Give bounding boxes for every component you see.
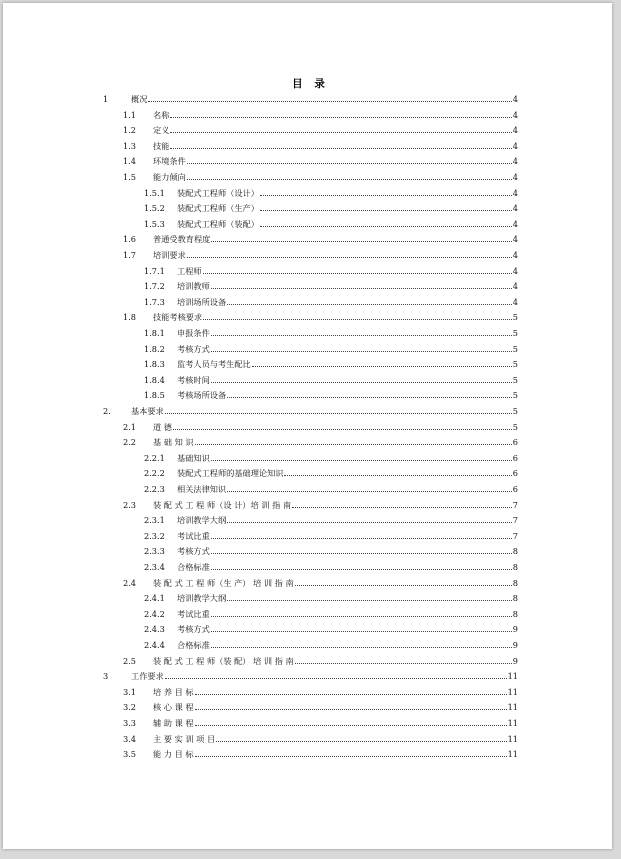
toc-dot-leader: [211, 553, 512, 554]
toc-entry[interactable]: [123, 731, 518, 745]
toc-entry[interactable]: [144, 294, 518, 308]
toc-entry-number: 1.7.3: [144, 296, 165, 307]
toc-entry-title: 概况: [131, 94, 148, 104]
toc-dot-leader: [187, 257, 512, 258]
toc-dot-leader: [211, 351, 512, 352]
toc-dot-leader: [195, 444, 512, 445]
toc-entry-title: 考核方式: [177, 624, 210, 635]
toc-entry-page: 4: [512, 109, 518, 120]
toc-entry[interactable]: [144, 263, 518, 277]
toc-entry[interactable]: [123, 419, 518, 433]
toc-entry-page: 4: [512, 187, 518, 198]
toc-dot-leader: [211, 616, 512, 617]
table-of-contents: [3, 3, 612, 849]
toc-entry-page: 5: [512, 312, 518, 323]
toc-entry-page: 4: [512, 140, 518, 151]
toc-entry[interactable]: [123, 684, 518, 698]
toc-entry[interactable]: [103, 403, 518, 417]
toc-entry-number: 2.: [103, 406, 111, 416]
toc-dot-leader: [227, 600, 512, 601]
toc-entry[interactable]: [144, 637, 518, 651]
toc-entry-page: 8: [512, 562, 518, 572]
toc-entry-page: 4: [512, 125, 518, 136]
toc-entry-page: 4: [512, 250, 518, 260]
toc-dot-leader: [227, 491, 512, 492]
toc-entry-number: 2.4.2: [144, 608, 165, 619]
toc-dot-leader: [211, 335, 512, 336]
toc-entry-number: 1.5.3: [144, 218, 165, 229]
toc-entry[interactable]: [144, 216, 518, 230]
toc-entry-title: 培训要求: [153, 250, 186, 260]
toc-entry-title: 装 配 式 工 程 师（生 产） 培 训 指 南: [153, 577, 294, 588]
toc-entry[interactable]: [123, 153, 518, 167]
toc-entry-page: 4: [512, 296, 518, 307]
toc-entry-page: 5: [512, 406, 518, 416]
toc-entry[interactable]: [144, 372, 518, 386]
toc-entry-number: 1.5.1: [144, 187, 165, 198]
toc-entry[interactable]: [144, 465, 518, 479]
toc-entry[interactable]: [144, 543, 518, 557]
toc-entry-title: 监考人员与考生配比: [177, 359, 251, 370]
toc-entry-title: 考试比重: [177, 530, 210, 541]
toc-dot-leader: [227, 522, 512, 523]
toc-entry-page: 6: [512, 468, 518, 479]
toc-entry-number: 2.2.2: [144, 468, 165, 479]
toc-entry-title: 培训教学大纲: [177, 593, 227, 604]
toc-entry-number: 1.8.2: [144, 343, 165, 354]
toc-dot-leader: [211, 569, 512, 570]
toc-entry-number: 2.4.3: [144, 624, 165, 635]
toc-entry-number: 3.3: [123, 718, 137, 728]
toc-entry-page: 8: [512, 608, 518, 619]
toc-dot-leader: [203, 319, 512, 320]
toc-dot-leader: [260, 226, 512, 227]
toc-dot-leader: [260, 210, 512, 211]
toc-entry[interactable]: [123, 247, 518, 261]
toc-entry-title: 培训教师: [177, 281, 210, 292]
toc-entry-title: 主 要 实 训 项 目: [153, 733, 216, 744]
toc-title: 目 录: [292, 78, 329, 90]
toc-entry-page: 9: [512, 655, 518, 666]
toc-entry-number: 2.3: [123, 499, 137, 510]
toc-dot-leader: [195, 709, 507, 710]
toc-entry-number: 1.7: [123, 250, 137, 260]
toc-entry[interactable]: [144, 325, 518, 339]
toc-entry-page: 11: [507, 749, 518, 760]
toc-entry[interactable]: [144, 528, 518, 542]
toc-entry-title: 装配式工程师（生产）: [177, 203, 259, 214]
document-page: [3, 3, 612, 849]
toc-entry-number: 3.2: [123, 702, 137, 713]
toc-dot-leader: [170, 132, 511, 133]
toc-entry-number: 3.1: [123, 686, 137, 697]
toc-entry-title: 装 配 式 工 程 师（设 计）培 训 指 南: [153, 499, 292, 510]
toc-entry-title: 合格标准: [177, 562, 210, 572]
toc-dot-leader: [211, 382, 512, 383]
toc-entry-number: 1.7.2: [144, 281, 165, 292]
toc-entry-number: 2.3.1: [144, 515, 165, 526]
toc-entry-page: 4: [512, 203, 518, 214]
toc-entry-number: 2.4.4: [144, 640, 165, 650]
toc-entry[interactable]: [123, 497, 518, 511]
toc-dot-leader: [211, 538, 512, 539]
toc-entry-number: 1.4: [123, 156, 137, 167]
toc-entry-number: 2.3.3: [144, 546, 165, 557]
toc-entry-page: 11: [507, 702, 518, 713]
toc-entry-page: 5: [512, 390, 518, 401]
toc-entry-title: 考核方式: [177, 546, 210, 557]
toc-dot-leader: [195, 756, 507, 757]
toc-entry-title: 技能: [153, 140, 170, 151]
toc-dot-leader: [295, 585, 512, 586]
toc-entry-number: 2.2.1: [144, 452, 165, 463]
toc-entry[interactable]: [103, 91, 518, 105]
toc-entry-number: 1.6: [123, 234, 137, 245]
toc-dot-leader: [187, 163, 512, 164]
toc-entry-title: 核 心 课 程: [153, 702, 194, 713]
toc-entry-title: 基础知识: [177, 452, 210, 463]
toc-entry-title: 装配式工程师的基础理论知识: [177, 468, 284, 479]
toc-entry-page: 6: [512, 452, 518, 463]
toc-entry[interactable]: [144, 356, 518, 370]
toc-dot-leader: [187, 179, 512, 180]
toc-entry[interactable]: [123, 309, 518, 323]
toc-entry[interactable]: [144, 512, 518, 526]
toc-dot-leader: [211, 241, 511, 242]
toc-entry-page: 9: [512, 640, 518, 650]
toc-entry[interactable]: [144, 278, 518, 292]
toc-entry-title: 考试比重: [177, 608, 210, 619]
toc-entry[interactable]: [144, 559, 518, 573]
toc-entry-number: 2.2: [123, 437, 137, 448]
toc-dot-leader: [170, 148, 511, 149]
toc-entry-title: 装 配 式 工 程 师（装 配） 培 训 指 南: [153, 655, 294, 666]
toc-entry-title: 能力倾向: [153, 172, 186, 182]
toc-entry-title: 考核方式: [177, 343, 210, 354]
toc-entry-page: 8: [512, 593, 518, 604]
toc-dot-leader: [211, 460, 512, 461]
toc-entry-number: 3.4: [123, 733, 137, 744]
toc-entry-page: 9: [512, 624, 518, 635]
toc-entry-number: 2.1: [123, 421, 137, 432]
toc-entry-title: 装配式工程师（装配）: [177, 218, 259, 229]
toc-entry[interactable]: [123, 138, 518, 152]
toc-entry-page: 7: [512, 499, 518, 510]
toc-entry-title: 相关法律知识: [177, 484, 227, 494]
toc-entry-page: 4: [512, 172, 518, 182]
toc-entry[interactable]: [123, 231, 518, 245]
toc-entry-title: 考核时间: [177, 374, 210, 385]
toc-entry-page: 4: [512, 94, 518, 104]
toc-entry-title: 培训场所设备: [177, 296, 227, 307]
toc-entry[interactable]: [123, 122, 518, 136]
toc-dot-leader: [211, 647, 512, 648]
toc-dot-leader: [148, 101, 511, 102]
toc-entry-title: 名称: [153, 109, 170, 120]
toc-dot-leader: [165, 678, 507, 679]
toc-entry[interactable]: [144, 450, 518, 464]
toc-entry-number: 2.2.3: [144, 484, 165, 494]
toc-entry-title: 考核场所设备: [177, 390, 227, 401]
toc-entry-page: 5: [512, 328, 518, 338]
toc-entry-page: 5: [512, 359, 518, 370]
toc-entry[interactable]: [103, 668, 518, 682]
toc-entry-number: 2.5: [123, 655, 137, 666]
toc-entry-title: 能 力 目 标: [153, 749, 194, 760]
toc-entry-number: 3.5: [123, 749, 137, 760]
toc-entry-page: 8: [512, 546, 518, 557]
toc-dot-leader: [170, 117, 511, 118]
toc-entry-title: 基本要求: [131, 406, 164, 416]
toc-entry-page: 4: [512, 265, 518, 276]
toc-entry[interactable]: [123, 434, 518, 448]
toc-entry-number: 1.8.5: [144, 390, 165, 401]
toc-entry-number: 1.5.2: [144, 203, 165, 214]
toc-dot-leader: [284, 475, 511, 476]
toc-entry-number: 3: [103, 671, 109, 682]
toc-entry-title: 辅 助 课 程: [153, 718, 194, 728]
toc-entry-number: 2.3.2: [144, 530, 165, 541]
toc-entry[interactable]: [123, 169, 518, 183]
toc-entry[interactable]: [144, 606, 518, 620]
toc-entry-number: 1.8.1: [144, 328, 165, 338]
toc-entry-page: 7: [512, 530, 518, 541]
toc-entry-title: 普通受教育程度: [153, 234, 211, 245]
toc-entry-number: 1.3: [123, 140, 137, 151]
toc-entry-title: 培训教学大纲: [177, 515, 227, 526]
toc-entry-page: 4: [512, 281, 518, 292]
toc-entry-page: 4: [512, 156, 518, 167]
toc-entry-title: 道 德: [153, 421, 172, 432]
toc-dot-leader: [173, 429, 512, 430]
toc-entry[interactable]: [144, 481, 518, 495]
toc-dot-leader: [292, 507, 512, 508]
toc-dot-leader: [252, 366, 512, 367]
toc-entry-page: 8: [512, 577, 518, 588]
toc-entry[interactable]: [144, 590, 518, 604]
toc-entry-title: 定义: [153, 125, 170, 136]
toc-entry[interactable]: [123, 107, 518, 121]
toc-entry-page: 6: [512, 437, 518, 448]
toc-entry[interactable]: [123, 699, 518, 713]
toc-dot-leader: [211, 631, 512, 632]
toc-entry[interactable]: [123, 746, 518, 760]
toc-dot-leader: [211, 288, 512, 289]
toc-entry[interactable]: [144, 185, 518, 199]
toc-entry-title: 培 养 目 标: [153, 686, 194, 697]
toc-entry[interactable]: [123, 575, 518, 589]
toc-entry-number: 1.2: [123, 125, 137, 136]
toc-entry[interactable]: [144, 200, 518, 214]
toc-dot-leader: [203, 273, 512, 274]
toc-entry-number: 2.3.4: [144, 562, 165, 572]
toc-entry-number: 1.1: [123, 109, 137, 120]
toc-entry-number: 1: [103, 94, 109, 104]
toc-dot-leader: [195, 694, 507, 695]
toc-dot-leader: [195, 725, 507, 726]
toc-entry-title: 合格标准: [177, 640, 210, 650]
toc-entry-page: 4: [512, 234, 518, 245]
toc-entry[interactable]: [144, 621, 518, 635]
toc-entry[interactable]: [123, 715, 518, 729]
toc-entry-title: 装配式工程师（设计）: [177, 187, 259, 198]
toc-entry-title: 基 础 知 识: [153, 437, 194, 448]
toc-entry-page: 5: [512, 343, 518, 354]
toc-entry-page: 11: [507, 718, 518, 728]
toc-entry-page: 11: [507, 686, 518, 697]
toc-entry-title: 技能考核要求: [153, 312, 203, 323]
toc-entry-number: 1.7.1: [144, 265, 165, 276]
toc-dot-leader: [227, 304, 512, 305]
toc-entry-page: 11: [507, 733, 518, 744]
toc-dot-leader: [165, 413, 512, 414]
toc-entry-page: 5: [512, 421, 518, 432]
toc-entry-page: 11: [507, 671, 518, 682]
toc-entry-title: 申报条件: [177, 328, 210, 338]
toc-entry-title: 工作要求: [131, 671, 164, 682]
toc-entry-page: 5: [512, 374, 518, 385]
toc-entry[interactable]: [123, 653, 518, 667]
toc-entry-number: 1.5: [123, 172, 137, 182]
toc-entry-page: 6: [512, 484, 518, 494]
toc-entry-number: 1.8.3: [144, 359, 165, 370]
toc-entry-number: 1.8.4: [144, 374, 165, 385]
toc-dot-leader: [216, 741, 506, 742]
toc-entry[interactable]: [144, 387, 518, 401]
toc-entry-number: 1.8: [123, 312, 137, 323]
toc-dot-leader: [260, 195, 512, 196]
toc-dot-leader: [227, 397, 512, 398]
toc-entry-number: 2.4.1: [144, 593, 165, 604]
toc-entry-page: 4: [512, 218, 518, 229]
toc-entry-title: 工程师: [177, 265, 202, 276]
toc-entry-page: 7: [512, 515, 518, 526]
toc-entry[interactable]: [144, 341, 518, 355]
toc-entry-number: 2.4: [123, 577, 137, 588]
toc-entry-title: 环境条件: [153, 156, 186, 167]
toc-dot-leader: [295, 663, 512, 664]
